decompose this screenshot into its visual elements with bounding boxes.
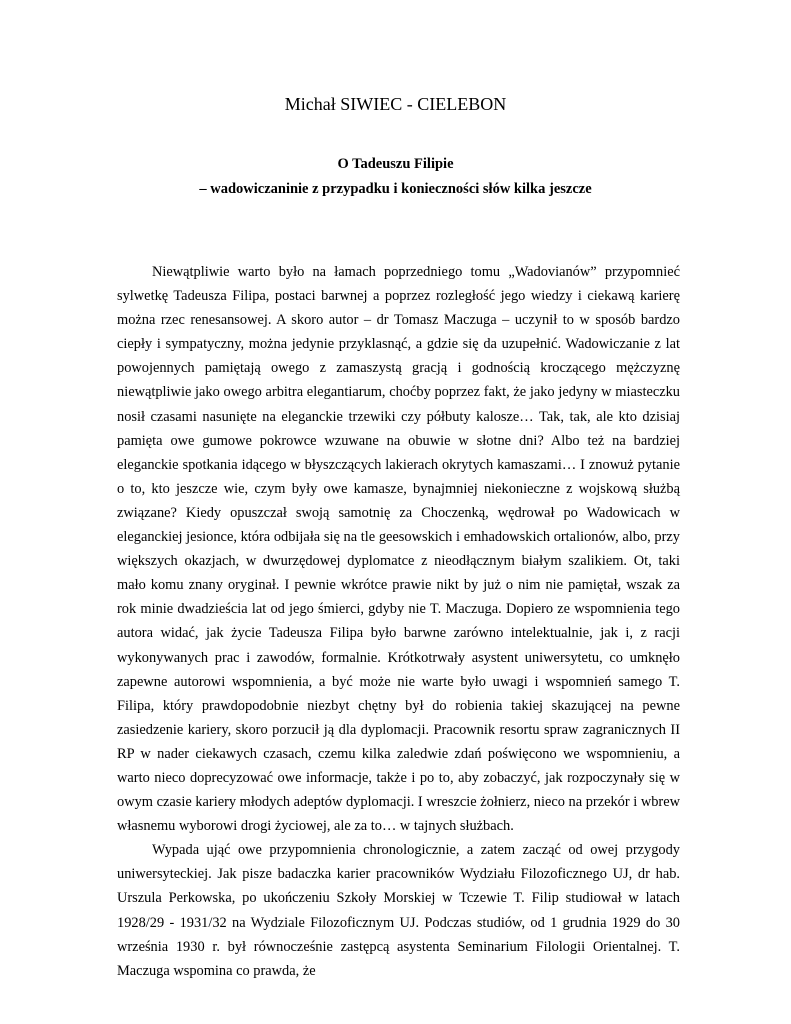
paragraph-1: Niewątpliwie warto było na łamach poprzedniego tomu „Wadovianów” przypomnieć sylwetkę Tadeusza Filipa, postaci barwnej a poprzez rozległość jego wiedzy i ciekawą karierę można rzec renesansowej. A skoro autor – dr Tomasz Maczuga – uczynił to w sposób bardzo ciepły i sympatyczny, można jedynie przyklasnąć, a gdzie się da uzupełnić. Wadowiczanie z lat powojennych pamiętają owego z zamaszystą gracją i godnością kroczącego mężczyznę niewątpliwie jako owego arbitra elegantiarum, choćby poprzez fakt, że jako jedyny w miasteczku nosił czasami nasunięte na eleganckie trzewiki czy półbuty kalosze… Tak, tak, ale kto dzisiaj pamięta owe gumowe pokrowce wzuwane na obuwie w słotne dni? Albo też na bardziej eleganckie spotkania idącego w błyszczących lakierach okrytych kamaszami… I znowuż pytanie o to, kto jeszcze wie, czym były owe kamasze, bynajmniej niekonieczne z wojskową służbą związane? Kiedy opuszczał swoją samotnię za Choczenką, wędrował po Wadowicach w eleganckiej jesionce, która odbijała się na tle geesowskich i emhadowskich ortalionów, albo, przy większych okazjach, w dwurzędowej dyplomatce z nieodłącznym białym szalikiem. Ot, taki mało komu znany oryginał. I pewnie wkrótce prawie nikt by już o nim nie pamiętał, wszak za rok minie dwadzieścia lat od jego śmierci, gdyby nie T. Maczuga. Dopiero ze wspomnienia tego autora widać, jak życie Tadeusza Filipa było barwne zarówno intelektualnie, jak i, z racji wykonywanych prac i zawodów, formalnie. Krótkotrwały asystent uniwersytetu, co umknęło zapewne autorowi wspomnienia, a być może nie warte było uwagi i wspomnień samego T. Filipa, który prawdopodobnie niezbyt chętny był do robienia takiej skazującej na pewne zasiedzenie kariery, skoro porzucił ją dla dyplomacji. Pracownik resortu spraw zagranicznych II RP w nader ciekawych czasach, czemu kilka zaledwie zdań poświęcono we wspomnieniu, a warto nieco doprecyzować owe informacje, także i po to, aby zobaczyć, jak rozpoczynały się w owym czasie kariery młodych adeptów dyplomacji. I wreszcie żołnierz, nieco na przekór i wbrew własnemu wyborowi drogi życiowej, ale za to… w tajnych służbach. [117,264,681,835]
article-title-line-1: O Tadeuszu Filipie [337,156,454,172]
paragraph-2: Wypada ująć owe przypomnienia chronologicznie, a zatem zacząć od owej przygody uniwersyteckiej. Jak pisze badaczka karier pracowników Wydziału Filozoficznego UJ, dr hab. Urszula Perkowska, po ukończeniu Szkoły Morskiej w Tczewie T. Filip studiował w latach 1928/29 - 1931/32 na Wydziale Filozoficznym UJ. Podczas studiów, od 1 grudnia 1929 do 30 września 1930 r. był równocześnie zastępcą asystenta Seminarium Filologii Orientalnej. T. Maczuga wspomina co prawda, że [117,842,680,979]
article-body [117,260,680,983]
article-title [0,152,791,202]
article-title-line-2: – wadowiczaninie z przypadku i konieczności słów kilka jeszcze [199,181,592,197]
author-name: Michał SIWIEC - CIELEBON [284,94,507,114]
